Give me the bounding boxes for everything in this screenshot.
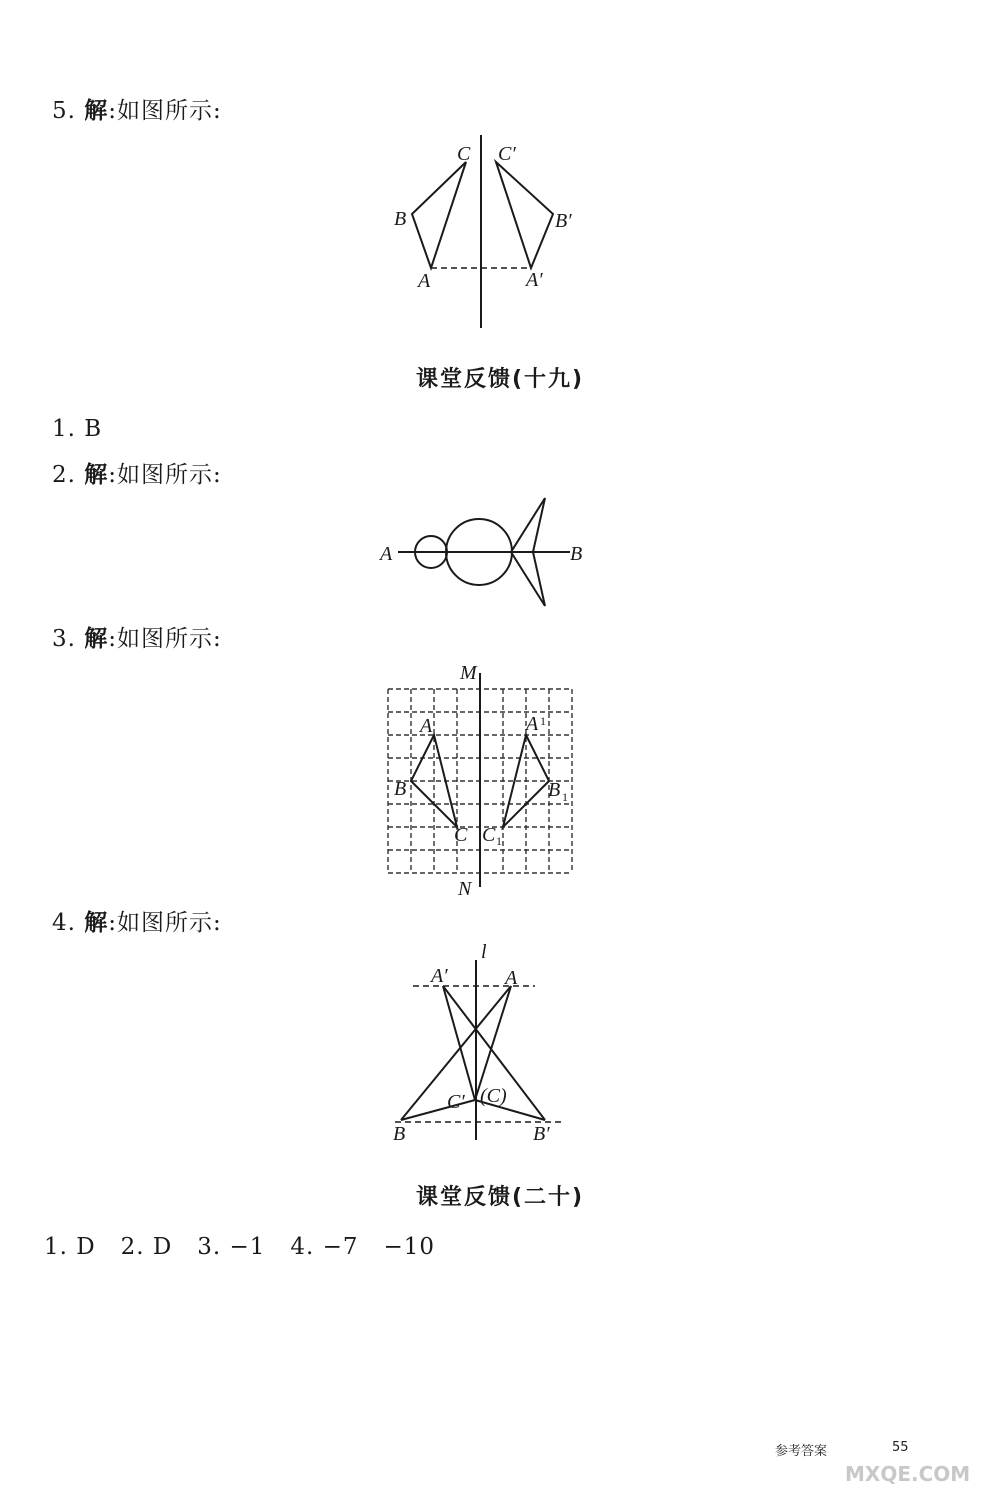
triangle-abc [412, 162, 466, 268]
question-number: 2. [52, 462, 76, 488]
figure-circles [370, 490, 600, 615]
answer-text: :如图所示: [108, 626, 222, 652]
answer-19-2 [52, 456, 222, 489]
question-number: 5. [52, 98, 76, 124]
label-b1: B [548, 779, 561, 801]
label-a: A [505, 967, 518, 989]
label-a: A [418, 270, 431, 292]
answer-19-1 [52, 416, 102, 442]
label-c-prime: C′ [447, 1091, 465, 1113]
label-l: l [481, 941, 487, 963]
question-number: 1. [52, 416, 76, 442]
page-number: 55 [892, 1440, 909, 1455]
construction-lines [401, 986, 545, 1120]
label-m: M [460, 662, 477, 684]
label-a1-sub: 1 [540, 714, 546, 728]
answer-keyword: 解 [84, 626, 109, 652]
answers-20: 1. D 2. D 3. −1 4. −7 −10 [44, 1234, 435, 1260]
answer-text: :如图所示: [108, 910, 222, 936]
answer-text: :如图所示: [108, 98, 222, 124]
label-b: B [570, 543, 583, 565]
label-b: B [394, 208, 407, 230]
figure-reflection-triangle [380, 130, 610, 335]
answer-19-3 [52, 620, 222, 653]
label-b: B [393, 1123, 406, 1145]
question-number: 4. [52, 910, 76, 936]
label-c1: C [482, 824, 496, 846]
label-a: A [420, 715, 433, 737]
footer-label: 参考答案 [775, 1444, 828, 1459]
label-c: C [457, 143, 471, 165]
section-heading-19: 课堂反馈(十九) [415, 367, 585, 392]
answer-19-4 [52, 904, 222, 937]
question-number: 3. [52, 626, 76, 652]
triangle-abc-prime [496, 162, 553, 268]
answer-text: :如图所示: [108, 462, 222, 488]
answer-keyword: 解 [84, 910, 109, 936]
figure-grid-triangles [380, 655, 585, 900]
watermark: MXQE.COM [845, 1462, 971, 1486]
label-a-prime: A′ [526, 269, 543, 291]
answer-keyword: 解 [84, 98, 109, 124]
label-a1: A [526, 713, 539, 735]
answer-text: B [84, 416, 103, 442]
label-c1-sub: 1 [496, 834, 502, 848]
label-c-paren: (C) [480, 1085, 507, 1107]
section-heading-20: 课堂反馈(二十) [415, 1185, 585, 1210]
label-b: B [394, 778, 407, 800]
label-a-prime: A′ [431, 965, 448, 987]
question-5 [52, 92, 222, 125]
label-c: C [454, 824, 468, 846]
label-b-prime: B′ [533, 1123, 550, 1145]
label-a: A [380, 543, 393, 565]
label-c-prime: C′ [498, 143, 516, 165]
answer-keyword: 解 [84, 462, 109, 488]
label-b1-sub: 1 [562, 790, 568, 804]
label-b-prime: B′ [555, 210, 572, 232]
label-n: N [458, 878, 472, 900]
figure-shortest-path [385, 940, 585, 1150]
